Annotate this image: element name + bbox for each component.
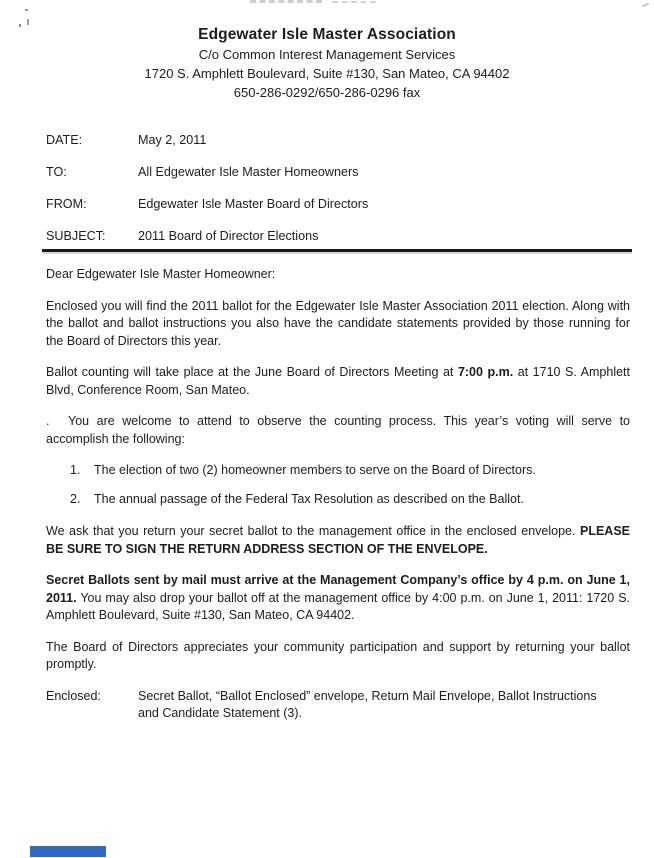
divider-rule: [42, 249, 632, 252]
memo-date-value: May 2, 2011: [138, 133, 207, 147]
memo-row-to: [46, 164, 630, 181]
counting-time-bold: 7:00 p.m.: [457, 365, 514, 379]
memo-row-from: [46, 196, 630, 213]
letterhead-phone-fax: 650-286-0292/650-286-0296 fax: [233, 85, 421, 100]
memo-row-subject: [46, 228, 630, 245]
welcome-text: You are welcome to attend to observe the counting process. This year’s voting will serve to accomplish the following:: [46, 414, 630, 446]
memo-row-date: [46, 132, 630, 149]
deadline-bold: Secret Ballots sent by mail must arrive at the Management Company’s office by 4 p.m. on June 1, 2011.: [46, 573, 630, 605]
list-item-number: 2.: [70, 491, 81, 506]
paragraph-deadline: [46, 572, 630, 625]
stray-period-mark: .: [46, 414, 50, 428]
list-item-tax-resolution: [70, 491, 630, 509]
memo-to-value: All Edgewater Isle Master Homeowners: [138, 165, 359, 179]
list-item-text: The election of two (2) homeowner members to serve on the Board of Directors.: [94, 463, 536, 477]
memo-from-label: FROM:: [46, 197, 87, 211]
memo-from-value: Edgewater Isle Master Board of Directors: [138, 197, 369, 211]
letterhead-care-of: C/o Common Interest Management Services: [198, 47, 456, 62]
return-text: We ask that you return your secret ballot to the management office in the enclosed envelope.: [46, 524, 580, 538]
letterhead-address: 1720 S. Amphlett Boulevard, Suite #130, San Mateo, CA 94402: [144, 66, 510, 81]
memo-date-label: DATE:: [46, 133, 83, 147]
counting-text-after: at 1710 S. Amphlett Blvd, Conference Room, San Mateo.: [46, 365, 631, 397]
memo-subject-value: 2011 Board of Director Elections: [138, 229, 319, 243]
paragraph-intro: Enclosed you will find the 2011 ballot for the Edgewater Isle Master Association 2011 election. Along with the ballot and ballot instructions you also have the candidate statements provided by those running for the Board of Directors this year.: [46, 298, 630, 348]
paragraph-welcome: [46, 413, 630, 448]
memo-subject-label: SUBJECT:: [46, 229, 106, 243]
paragraph-return-ballot: [46, 523, 630, 558]
paragraph-ballot-counting: [46, 364, 630, 399]
list-item-election: [70, 462, 630, 480]
list-item-number: 1.: [70, 463, 81, 477]
paragraph-thanks: The Board of Directors appreciates your community participation and support by returning your ballot promptly.: [46, 639, 630, 671]
return-sign-envelope-bold: PLEASE BE SURE TO SIGN THE RETURN ADDRESS SECTION OF THE ENVELOPE.: [46, 524, 630, 556]
salutation: Dear Edgewater Isle Master Homeowner:: [46, 267, 276, 281]
enclosure-text: Secret Ballot, “Ballot Enclosed” envelope, Return Mail Envelope, Ballot Instructions and Candidate Statement (3).: [138, 688, 597, 720]
letter-body: [46, 266, 630, 723]
counting-text-before: Ballot counting will take place at the June Board of Directors Meeting at: [46, 365, 458, 379]
blue-footer-bar: [30, 846, 106, 857]
association-title: Edgewater Isle Master Association: [198, 26, 456, 43]
memo-to-label: TO:: [46, 165, 67, 179]
memo-header: [46, 132, 630, 245]
letterhead: [0, 0, 654, 102]
deadline-text-after: You may also drop your ballot off at the management office by 4:00 p.m. on June 1, 2011: 1720 S. Amphlett Boulevard, Suite #130, San Mateo, CA 94402.: [46, 590, 630, 622]
numbered-list: [46, 462, 630, 508]
enclosure-note: [46, 688, 630, 723]
enclosure-label: Enclosed:: [46, 688, 101, 703]
list-item-text: The annual passage of the Federal Tax Resolution as described on the Ballot.: [94, 491, 524, 506]
